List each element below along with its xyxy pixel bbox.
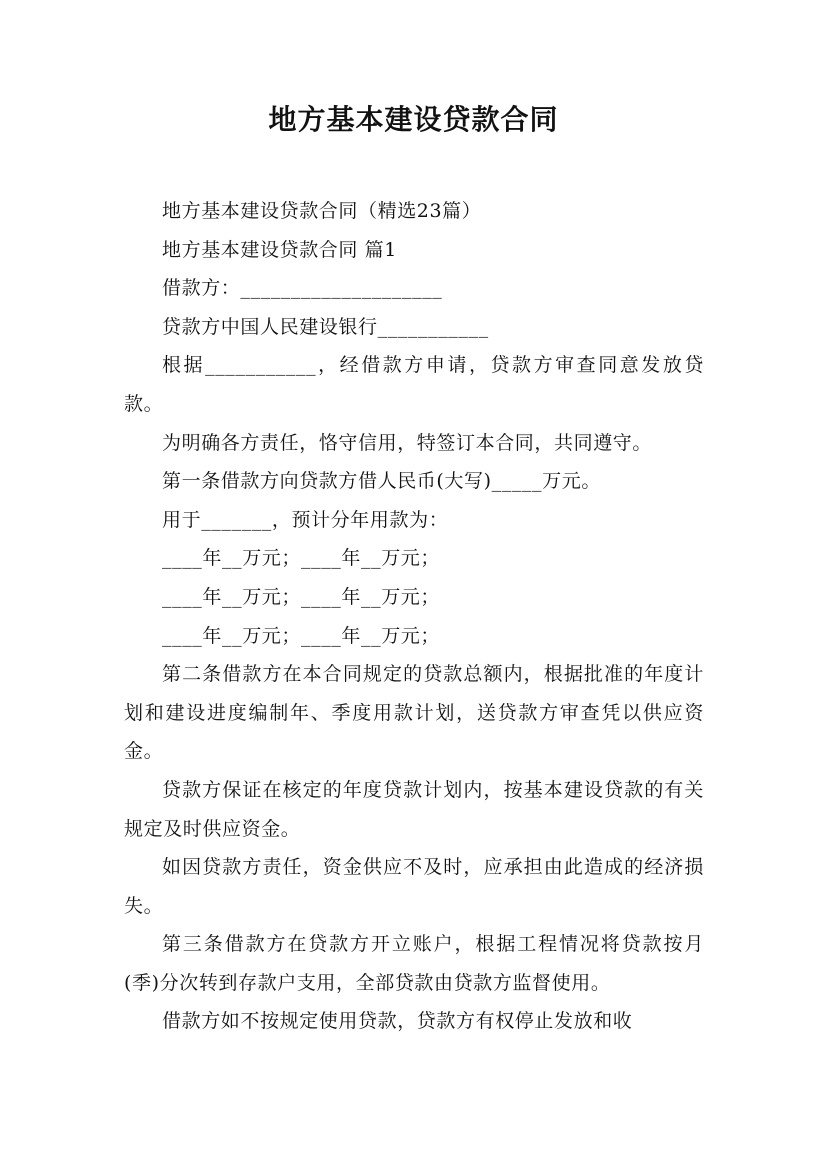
paragraph-basis: 根据___________，经借款方申请，贷款方审查同意发放贷款。 — [124, 354, 704, 415]
paragraph-article-2: 第二条借款方在本合同规定的贷款总额内，根据批准的年度计划和建设进度编制年、季度用款计划，送贷款方审查凭以供应资金。 — [124, 663, 704, 763]
paragraph-schedule-1: ____年__万元；____年__万元； — [162, 547, 441, 570]
paragraph-section-heading: 地方基本建设贷款合同 篇1 — [162, 238, 397, 261]
document-body — [124, 192, 704, 1041]
paragraph-article-3: 第三条借款方在贷款方开立账户，根据工程情况将贷款按月(季)分次转到存款户支用，全部贷款由贷款方监督使用。 — [124, 933, 704, 994]
document-title: 地方基本建设贷款合同 — [268, 103, 559, 136]
paragraph-subtitle: 地方基本建设贷款合同（精选23篇） — [162, 200, 482, 222]
paragraph-article-1: 第一条借款方向贷款方借人民币(大写)_____万元。 — [162, 470, 601, 493]
paragraph-misuse: 借款方如不按规定使用贷款，贷款方有权停止发放和收 — [162, 1010, 633, 1033]
paragraph-purpose: 为明确各方责任，恪守信用，特签订本合同，共同遵守。 — [162, 431, 653, 454]
paragraph-lender: 贷款方中国人民建设银行___________ — [162, 315, 489, 338]
paragraph-borrower: 借款方：____________________ — [162, 277, 443, 300]
paragraph-usage: 用于_______，预计分年用款为： — [162, 508, 449, 531]
paragraph-schedule-2: ____年__万元；____年__万元； — [162, 585, 441, 608]
paragraph-schedule-3: ____年__万元；____年__万元； — [162, 624, 441, 647]
paragraph-lender-liability: 如因贷款方责任，资金供应不及时，应承担由此造成的经济损失。 — [124, 856, 704, 917]
paragraph-lender-guarantee: 贷款方保证在核定的年度贷款计划内，按基本建设贷款的有关规定及时供应资金。 — [124, 778, 704, 840]
